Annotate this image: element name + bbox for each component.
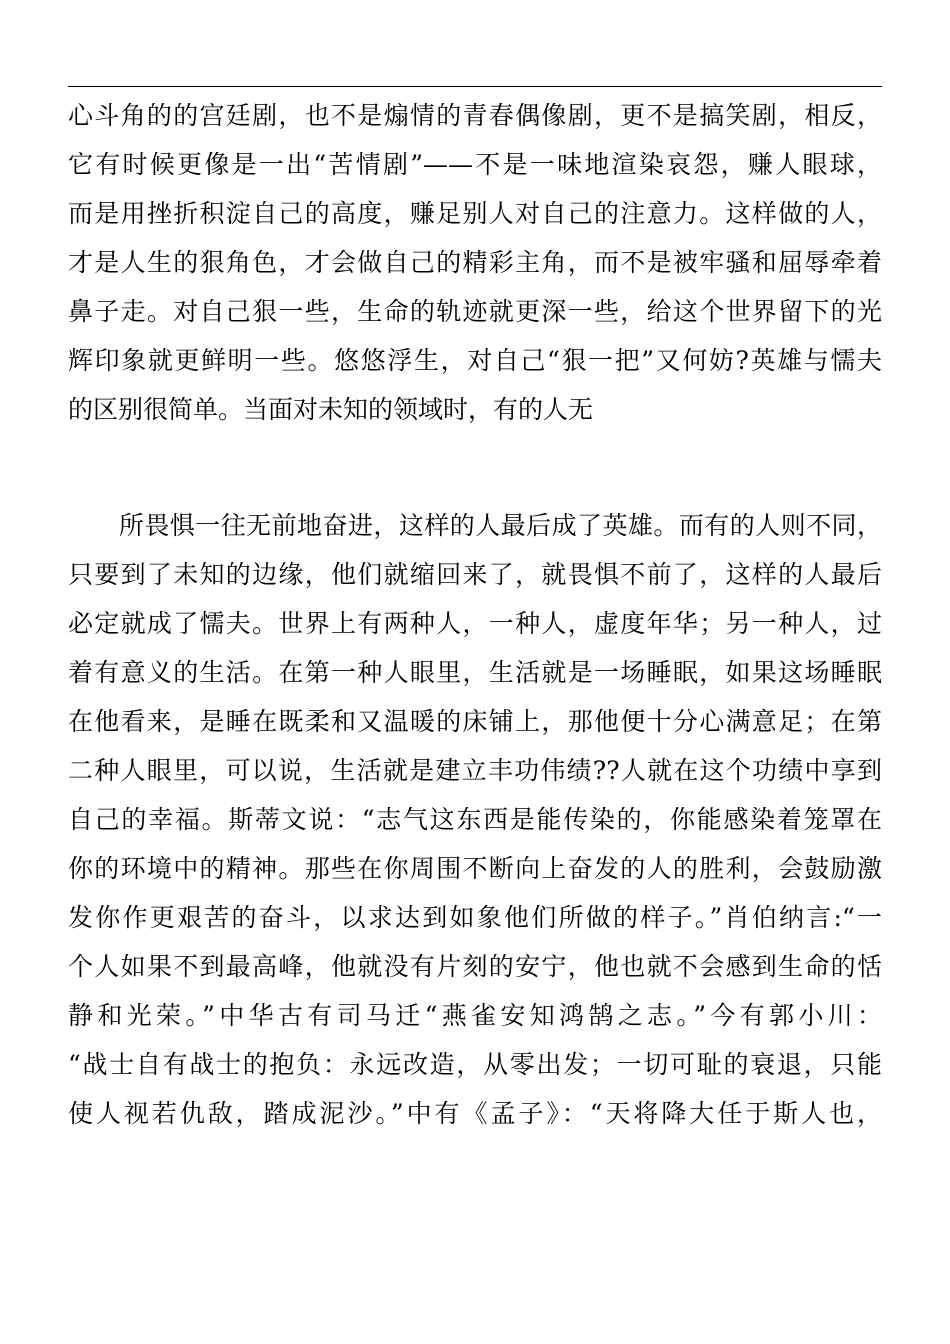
text-line: 所畏惧一往无前地奋进，这样的人最后成了英雄。而有的人则不同， [68,511,882,540]
text-line: 它有时候更像是一出“苦情剧”——不是一味地渲染哀怨，赚人眼球， [68,150,882,179]
text-line: 辉印象就更鲜明一些。悠悠浮生，对自己“狠一把”又何妨?英雄与懦夫 [68,346,882,375]
text-line: 静和光荣。”中华古有司马迁“燕雀安知鸿鹄之志。”今有郭小川： [68,1001,882,1030]
text-line: 鼻子走。对自己狠一些，生命的轨迹就更深一些，给这个世界留下的光 [68,297,882,326]
text-line: “战士自有战士的抱负：永远改造，从零出发；一切可耻的衰退，只能 [68,1050,882,1079]
text-line: 使人视若仇敌，踏成泥沙。”中有《孟子》：“天将降大任于斯人也， [68,1099,882,1128]
text-line: 的区别很简单。当面对未知的领域时，有的人无 [68,395,594,424]
text-line: 二种人眼里，可以说，生活就是建立丰功伟绩??人就在这个功绩中享到 [68,756,882,785]
text-line: 个人如果不到最高峰，他就没有片刻的安宁，他也就不会感到生命的恬 [68,952,882,981]
text-line: 只要到了未知的边缘，他们就缩回来了，就畏惧不前了，这样的人最后 [68,560,882,589]
text-line: 你的环境中的精神。那些在你周围不断向上奋发的人的胜利，会鼓励激 [68,854,882,883]
paragraph-1 [68,91,882,434]
header-rule [68,86,882,87]
text-line: 而是用挫折积淀自己的高度，赚足别人对自己的注意力。这样做的人， [68,199,882,228]
text-line: 必定就成了懦夫。世界上有两种人，一种人，虚度年华；另一种人，过 [68,609,882,638]
text-line: 着有意义的生活。在第一种人眼里，生活就是一场睡眠，如果这场睡眠 [68,658,882,687]
paragraph-2 [68,501,882,1138]
text-line: 发你作更艰苦的奋斗，以求达到如象他们所做的样子。”肖伯纳言:“一 [68,903,882,932]
text-line: 自己的幸福。斯蒂文说：“志气这东西是能传染的，你能感染着笼罩在 [68,805,882,834]
text-line: 心斗角的的宫廷剧，也不是煽情的青春偶像剧，更不是搞笑剧，相反， [68,101,882,130]
text-line: 才是人生的狠角色，才会做自己的精彩主角，而不是被牢骚和屈辱牵着 [68,248,882,277]
text-line: 在他看来，是睡在既柔和又温暖的床铺上，那他便十分心满意足；在第 [68,707,882,736]
